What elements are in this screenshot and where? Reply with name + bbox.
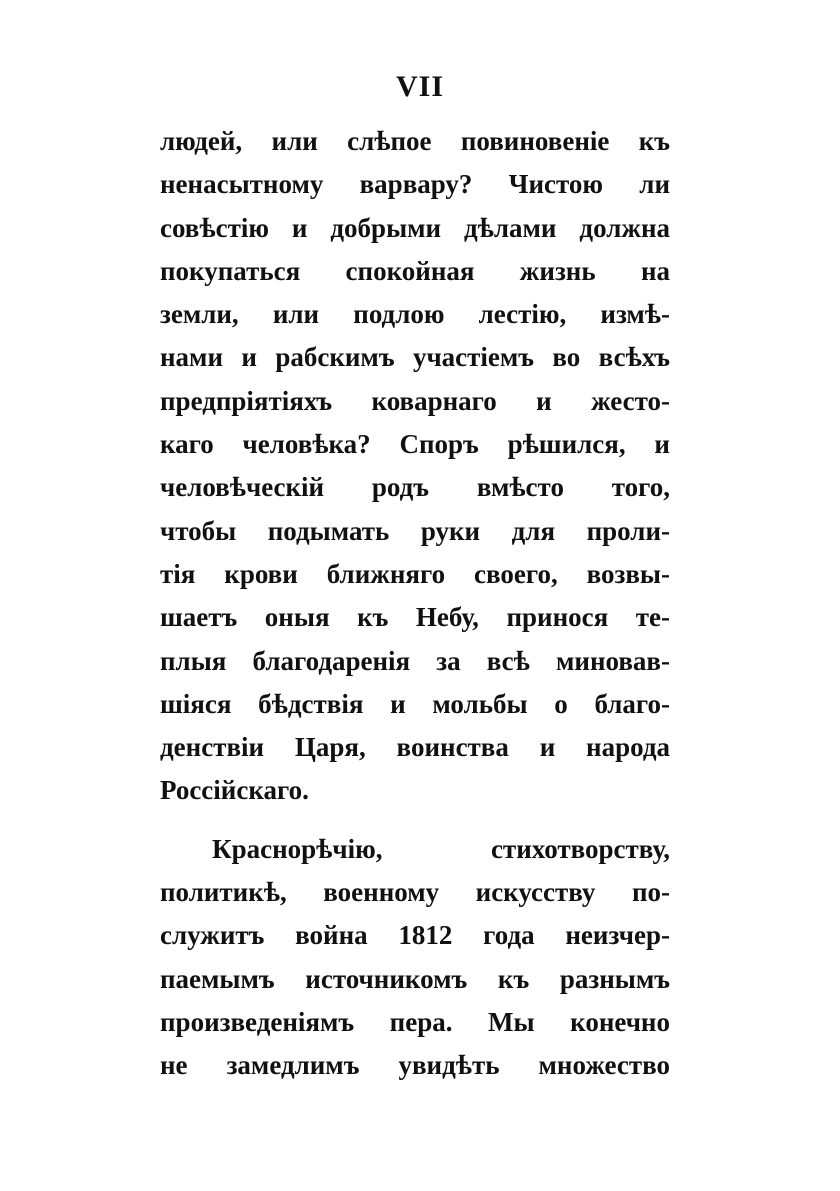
text-line: тія крови ближняго своего, возвы-: [160, 558, 670, 589]
text-line: предпріятіяхъ коварнаго и жесто-: [160, 385, 670, 416]
body-text: [160, 120, 670, 1088]
text-line: земли, или подлою лестію, измѣ-: [160, 299, 670, 330]
text-line: политикѣ, военному искусству по-: [160, 877, 670, 908]
text-line: Краснорѣчію, стихотворству,: [212, 833, 670, 864]
text-line: денствіи Царя, воинства и народа: [160, 732, 670, 763]
paragraph-2: [160, 828, 670, 1088]
text-line: человѣческій родъ вмѣсто того,: [160, 472, 670, 503]
text-line: Россійскаго.: [160, 775, 309, 806]
text-line: паемымъ источникомъ къ разнымъ: [160, 963, 670, 994]
paragraph-1: [160, 120, 670, 813]
text-line: ненасытному варвару? Чистою ли: [160, 169, 670, 200]
text-line: произведеніямъ пера. Мы конечно: [160, 1006, 670, 1037]
text-line: служитъ война 1812 года неизчер-: [160, 920, 670, 951]
text-line: шаетъ оныя къ Небу, принося те-: [160, 602, 670, 633]
text-line: шіяся бѣдствія и мольбы о благо-: [160, 688, 670, 719]
text-line: совѣстію и добрыми дѣлами должна: [160, 212, 670, 243]
text-line: плыя благодаренія за всѣ миновав-: [160, 645, 670, 676]
text-line: чтобы подымать руки для проли-: [160, 515, 670, 546]
text-line: людей, или слѣпое повиновеніе къ: [160, 126, 670, 156]
page-number: VII: [395, 70, 444, 103]
text-line: каго человѣка? Споръ рѣшился, и: [160, 429, 670, 460]
text-line: покупаться спокойная жизнь на: [160, 255, 670, 286]
text-line: нами и рабскимъ участіемъ во всѣхъ: [160, 342, 670, 373]
paragraph-gap: [160, 813, 670, 828]
text-line: не замедлимъ увидѣть множество: [160, 1050, 670, 1081]
